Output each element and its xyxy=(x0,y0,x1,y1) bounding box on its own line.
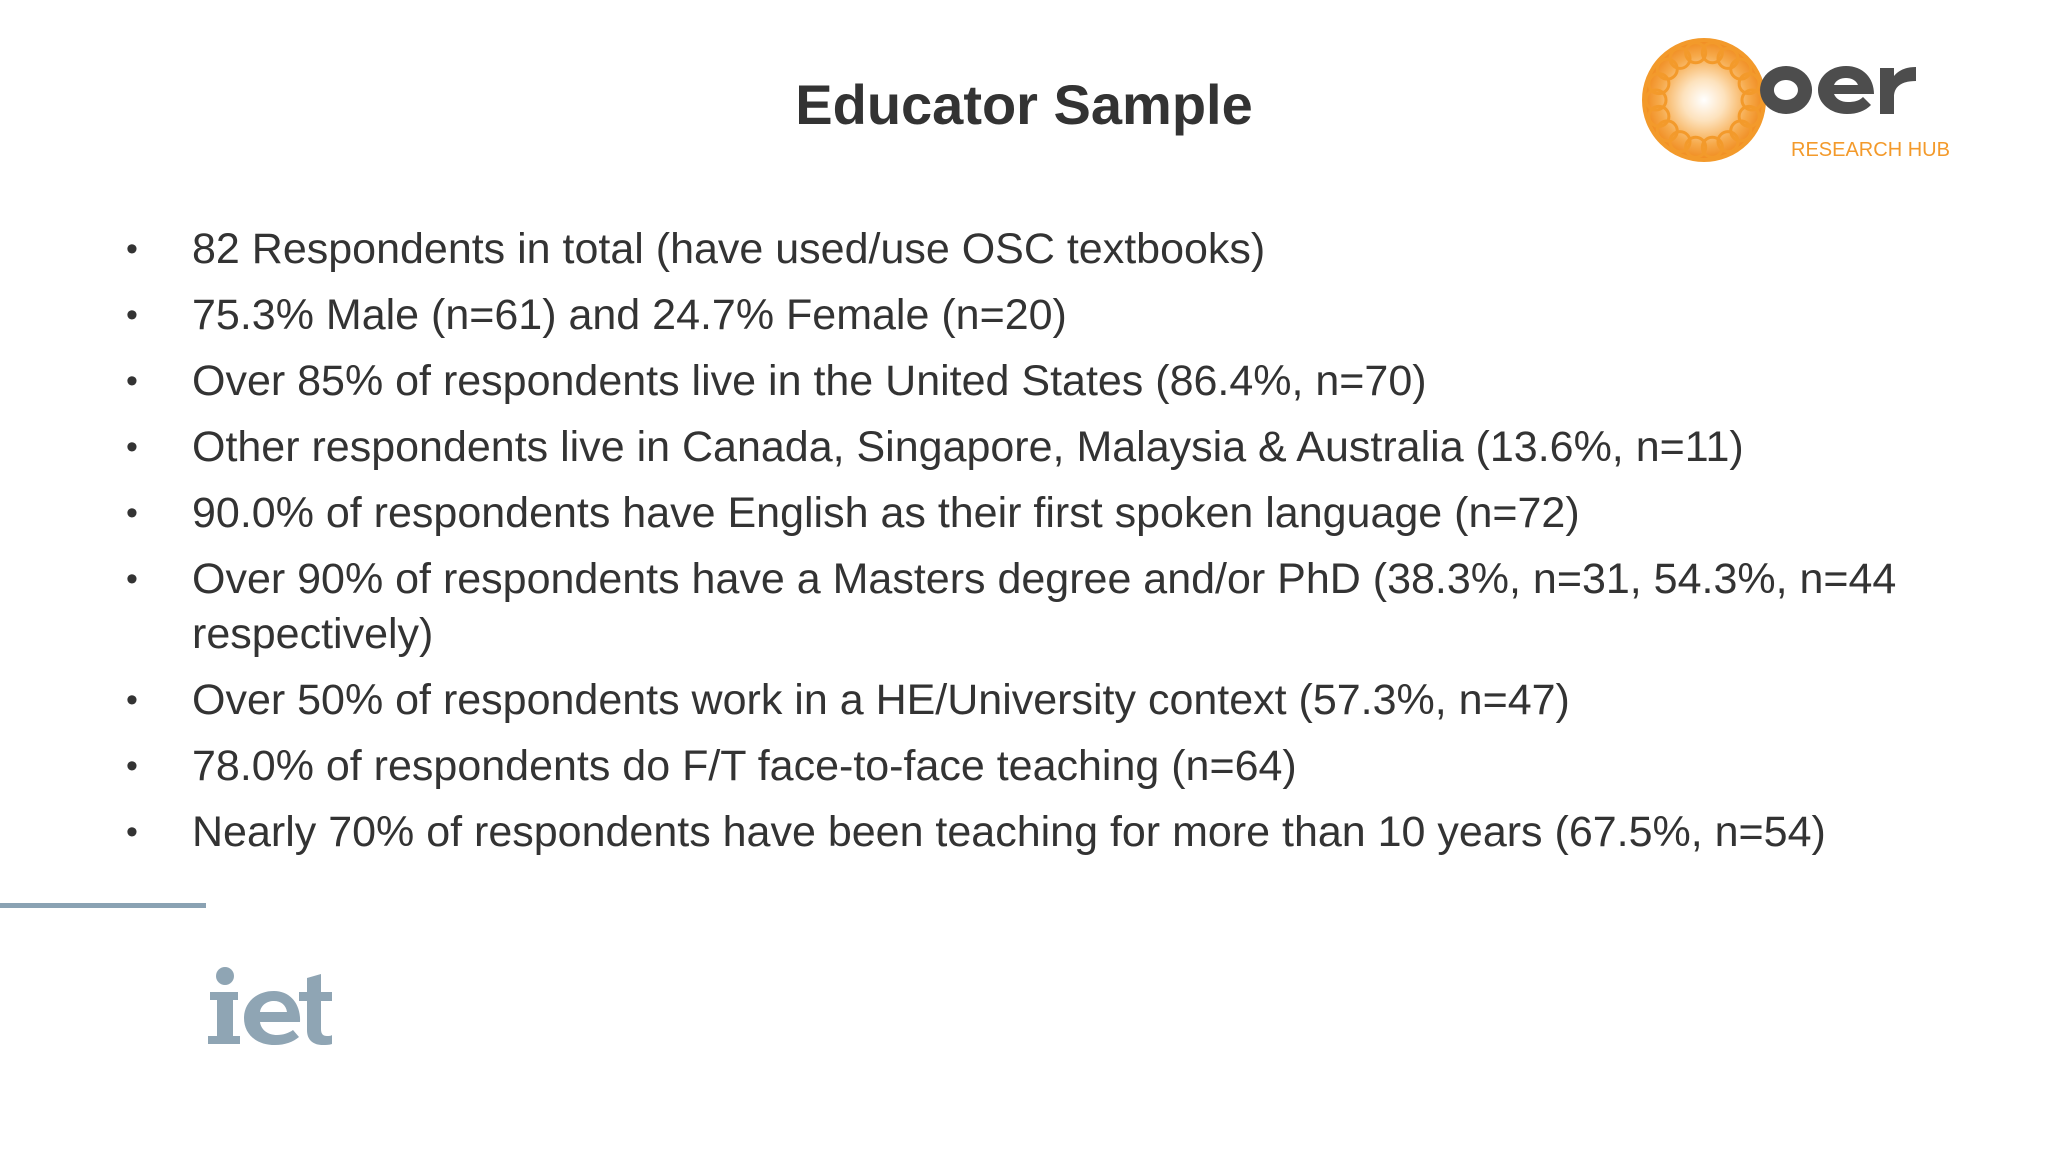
bullet-item xyxy=(120,673,1960,728)
bullet-dot: • xyxy=(126,560,138,598)
bullet-item xyxy=(120,288,1960,343)
iet-logo-graphic xyxy=(204,956,334,1056)
footer-divider xyxy=(0,903,206,908)
bullet-item xyxy=(120,420,1960,475)
oer-tagline: RESEARCH HUB xyxy=(1791,139,1950,161)
bullet-dot: • xyxy=(126,428,138,466)
bullet-text: Over 90% of respondents have a Masters degree and/or PhD (38.3%, n=31, 54.3%, n=44 respectively) xyxy=(192,555,1897,658)
oer-logo-graphic xyxy=(1640,34,1970,168)
bullet-text: 75.3% Male (n=61) and 24.7% Female (n=20) xyxy=(192,291,1067,339)
bullet-dot: • xyxy=(126,296,138,334)
bullet-list xyxy=(120,222,1960,871)
slide-title: Educator Sample xyxy=(795,73,1253,136)
bullet-text: 78.0% of respondents do F/T face-to-face teaching (n=64) xyxy=(192,742,1297,790)
bullet-text: Over 85% of respondents live in the United States (86.4%, n=70) xyxy=(192,357,1427,405)
bullet-item xyxy=(120,222,1960,277)
bullet-item xyxy=(120,805,1960,860)
bullet-text: Over 50% of respondents work in a HE/University context (57.3%, n=47) xyxy=(192,676,1570,724)
bullet-dot: • xyxy=(126,681,138,719)
oer-research-hub-logo xyxy=(1640,34,1970,168)
bullet-text: Other respondents live in Canada, Singapore, Malaysia & Australia (13.6%, n=11) xyxy=(192,423,1744,471)
oer-wordmark xyxy=(1760,66,1916,114)
iet-wordmark xyxy=(208,967,332,1045)
bullet-dot: • xyxy=(126,362,138,400)
bullet-text: Nearly 70% of respondents have been teaching for more than 10 years (67.5%, n=54) xyxy=(192,808,1826,856)
sunburst-icon xyxy=(1644,40,1764,160)
bullet-dot: • xyxy=(126,747,138,785)
bullet-text: 90.0% of respondents have English as their first spoken language (n=72) xyxy=(192,489,1580,537)
iet-logo xyxy=(204,956,334,1056)
bullet-item xyxy=(120,486,1960,541)
bullet-item xyxy=(120,552,1960,662)
bullet-text: 82 Respondents in total (have used/use OSC textbooks) xyxy=(192,225,1266,273)
bullet-item xyxy=(120,739,1960,794)
bullet-dot: • xyxy=(126,494,138,532)
bullet-item xyxy=(120,354,1960,409)
bullet-dot: • xyxy=(126,813,138,851)
bullet-dot: • xyxy=(126,230,138,268)
